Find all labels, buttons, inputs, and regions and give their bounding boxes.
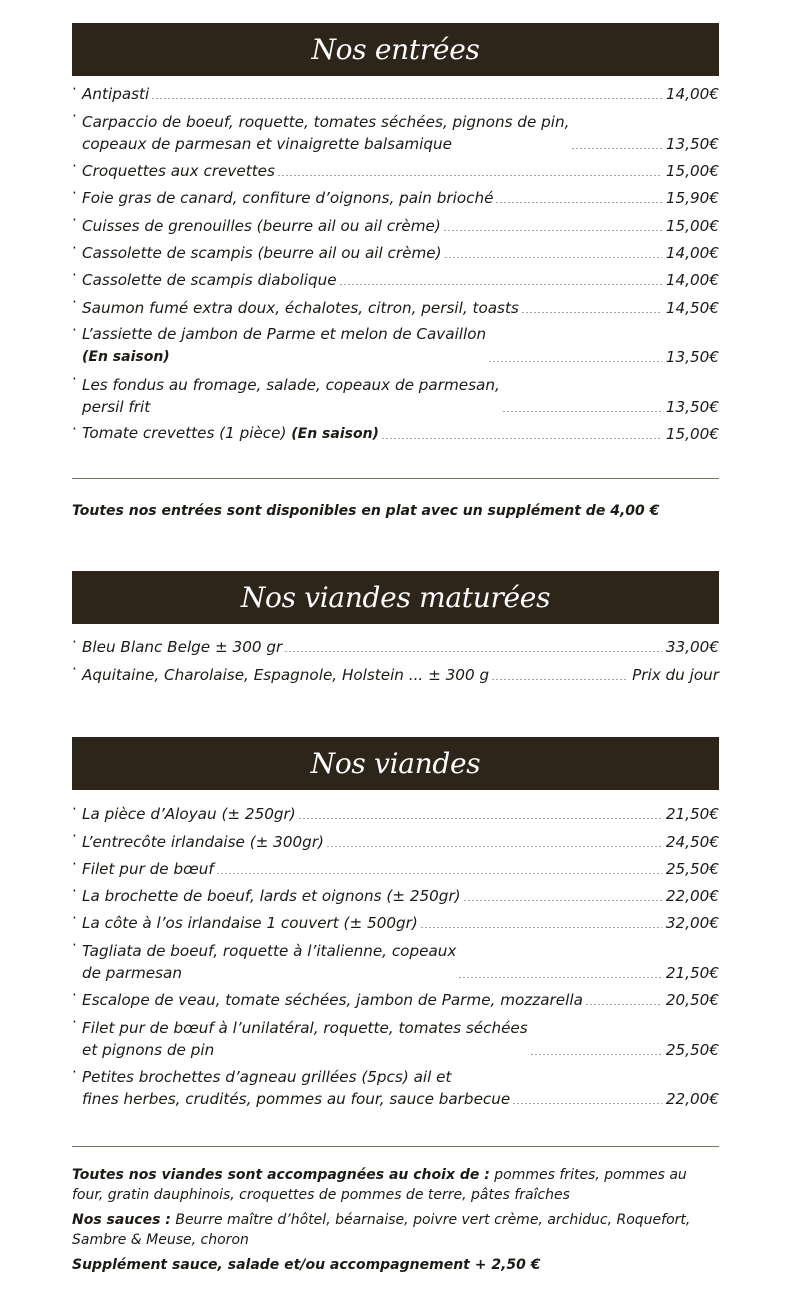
bullet-icon: · [72, 800, 77, 818]
item-price: 25,50€ [665, 1040, 719, 1059]
season-tag: (En saison) [291, 425, 379, 442]
bullet-icon: · [72, 1062, 77, 1081]
item-price: 13,50€ [665, 348, 719, 367]
item-price: 15,00€ [665, 424, 719, 443]
item-name [82, 664, 489, 686]
item-name-text: copeaux de parmesan et vinaigrette balsamique [82, 134, 452, 153]
item-price: 21,50€ [665, 963, 719, 982]
item-name-text: Cuisses de grenouilles (beurre ail ou ail crème) [82, 216, 441, 235]
viandes-maturees-banner [72, 571, 719, 624]
season-tag: (En saison) [82, 349, 170, 366]
item-name-text: Saumon fumé extra doux, échalotes, citron, persil, toasts [82, 298, 519, 317]
item-price: 22,00€ [665, 1090, 719, 1109]
entrees-divider [72, 478, 719, 479]
item-price: Prix du jour [632, 665, 719, 684]
item-price: 13,50€ [665, 134, 719, 153]
dot-leader [443, 230, 662, 231]
item-name-text: Foie gras de canard, confiture d’oignons, pain brioché [82, 189, 494, 208]
menu-item [72, 853, 719, 880]
menu-item [72, 418, 719, 445]
item-name [82, 1066, 510, 1110]
item-name-text: La pièce d’Aloyau (± 250gr) [82, 805, 296, 824]
menu-item [72, 1011, 719, 1061]
dot-leader [491, 679, 628, 680]
menu-item [72, 291, 719, 318]
item-price: 32,00€ [665, 914, 719, 933]
menu-item [72, 209, 719, 236]
item-name-text: Bleu Blanc Belge ± 300 gr [82, 638, 283, 657]
sauces-note [72, 1210, 719, 1250]
item-name [82, 374, 500, 418]
item-name-text: de parmesan [82, 963, 182, 982]
menu-item [72, 264, 719, 291]
menu-item [72, 319, 719, 369]
dot-leader [488, 361, 662, 362]
bullet-icon: · [72, 1013, 77, 1032]
item-name-text: Croquettes aux crevettes [82, 162, 275, 181]
viandes-banner [72, 737, 719, 790]
entrees-title: Nos entrées [311, 33, 480, 66]
item-name [82, 831, 324, 853]
bullet-icon: · [72, 184, 77, 203]
item-price: 25,50€ [665, 859, 719, 878]
menu-item [72, 658, 719, 685]
item-name-line1: Tagliata de boeuf, roquette à l’italienne, copeaux [82, 941, 457, 960]
menu-item [72, 155, 719, 182]
dot-leader [585, 1004, 662, 1005]
menu-item [72, 78, 719, 105]
dot-leader [151, 98, 662, 99]
item-name-line1: Filet pur de bœuf à l’unilatéral, roquette, tomates séchées [82, 1018, 528, 1037]
bullet-icon: · [72, 936, 77, 955]
item-name-text: et pignons de pin [82, 1040, 215, 1059]
item-name [82, 422, 379, 445]
item-name [82, 858, 214, 880]
entrees-list [72, 78, 719, 445]
dot-leader [502, 411, 662, 412]
bullet-icon: · [72, 827, 77, 846]
dot-leader [284, 651, 662, 652]
item-name-text: La brochette de boeuf, lards et oignons (± 250gr) [82, 887, 461, 906]
menu-item [72, 105, 719, 155]
item-name-text: L’entrecôte irlandaise (± 300gr) [82, 832, 324, 851]
menu-item [72, 934, 719, 984]
dot-leader [512, 1103, 662, 1104]
item-name-text: Tomate crevettes (1 pièce) [82, 423, 292, 442]
item-name-text: Escalope de veau, tomate séchées, jambon de Parme, mozzarella [82, 991, 583, 1010]
menu-item [72, 798, 719, 825]
item-price: 13,50€ [665, 397, 719, 416]
item-price: 21,50€ [665, 805, 719, 824]
accompaniments-note [72, 1165, 719, 1205]
viandes-divider [72, 1146, 719, 1147]
bullet-icon: · [72, 293, 77, 312]
bullet-icon: · [72, 854, 77, 873]
item-name [82, 912, 418, 934]
item-name-line1: Les fondus au fromage, salade, copeaux de parmesan, [82, 375, 500, 394]
item-name [82, 160, 275, 182]
item-name [82, 215, 441, 237]
item-name [82, 187, 493, 209]
item-price: 15,90€ [665, 189, 719, 208]
item-name-text: Filet pur de bœuf [82, 859, 214, 878]
viandes-title: Nos viandes [310, 747, 481, 780]
viandes-list [72, 798, 719, 1110]
item-name [82, 1017, 528, 1061]
bullet-icon: · [72, 238, 77, 257]
item-name [82, 297, 519, 319]
dot-leader [521, 312, 662, 313]
viandes-maturees-title: Nos viandes maturées [240, 581, 551, 614]
entrees-banner [72, 23, 719, 76]
item-name-line1: Petites brochettes d’agneau grillées (5pcs) ail et [82, 1068, 452, 1087]
bullet-icon: · [72, 156, 77, 175]
bullet-icon: · [72, 107, 77, 126]
dot-leader [339, 284, 662, 285]
item-price: 14,00€ [665, 271, 719, 290]
item-price: 24,50€ [665, 832, 719, 851]
bullet-icon: · [72, 660, 77, 679]
dot-leader [216, 873, 662, 874]
item-name-text: La côte à l’os irlandaise 1 couvert (± 500gr) [82, 914, 418, 933]
dot-leader [495, 202, 661, 203]
sauces-label: Nos sauces : [72, 1212, 171, 1228]
menu-item [72, 237, 719, 264]
dot-leader [277, 175, 662, 176]
dot-leader [326, 846, 662, 847]
bullet-icon: · [72, 985, 77, 1004]
bullet-icon: · [72, 419, 77, 438]
bullet-icon: · [72, 320, 77, 339]
bullet-icon: · [72, 80, 77, 98]
supplement-note: Supplément sauce, salade et/ou accompagnement + 2,50 € [72, 1257, 541, 1273]
item-name-text: fines herbes, crudités, pommes au four, sauce barbecue [82, 1090, 511, 1109]
menu-item [72, 907, 719, 934]
item-name-text: Antipasti [82, 85, 150, 104]
bullet-icon: · [72, 881, 77, 900]
item-name [82, 885, 461, 907]
item-name [82, 636, 282, 658]
menu-item [72, 984, 719, 1011]
item-price: 14,00€ [665, 85, 719, 104]
item-name [82, 269, 337, 291]
item-name [82, 940, 456, 984]
dot-leader [571, 148, 661, 149]
item-price: 15,00€ [665, 216, 719, 235]
menu-item [72, 880, 719, 907]
item-price: 22,00€ [665, 887, 719, 906]
dot-leader [444, 257, 662, 258]
bullet-icon: · [72, 909, 77, 928]
item-price: 15,00€ [665, 162, 719, 181]
dot-leader [458, 977, 661, 978]
bullet-icon: · [72, 370, 77, 389]
item-name-text: persil frit [82, 397, 151, 416]
viandes-maturees-list [72, 631, 719, 686]
item-name-text: Cassolette de scampis diabolique [82, 271, 337, 290]
menu-item [72, 368, 719, 418]
item-name [82, 111, 569, 155]
item-name-text: Aquitaine, Charolaise, Espagnole, Holstein ... ± 300 g [82, 665, 490, 684]
item-name [82, 83, 149, 105]
sauces-text: Beurre maître d’hôtel, béarnaise, poivre vert crème, archiduc, Roquefort, Sambre & Meuse, choron [72, 1212, 691, 1248]
bullet-icon: · [72, 633, 77, 651]
accompaniments-label: Toutes nos viandes sont accompagnées au choix de : [72, 1167, 490, 1183]
item-price: 20,50€ [665, 991, 719, 1010]
menu-item [72, 182, 719, 209]
item-name [82, 323, 486, 368]
entrees-note: Toutes nos entrées sont disponibles en plat avec un supplément de 4,00 € [72, 503, 660, 519]
dot-leader [530, 1054, 662, 1055]
dot-leader [463, 900, 662, 901]
item-price: 33,00€ [665, 638, 719, 657]
item-name-text: Cassolette de scampis (beurre ail ou ail crème) [82, 243, 442, 262]
dot-leader [298, 818, 662, 819]
bullet-icon: · [72, 265, 77, 284]
item-price: 14,50€ [665, 298, 719, 317]
accompaniments-text: pommes frites, pommes au four, gratin dauphinois, croquettes de pommes de terre, pâtes fraîches [72, 1167, 687, 1203]
menu-item [72, 631, 719, 658]
dot-leader [381, 438, 662, 439]
menu-item [72, 825, 719, 852]
dot-leader [420, 927, 662, 928]
item-name [82, 803, 296, 825]
item-price: 14,00€ [665, 243, 719, 262]
item-name [82, 989, 583, 1011]
menu-item [72, 1061, 719, 1111]
item-name [82, 242, 442, 264]
item-name-line1: Carpaccio de boeuf, roquette, tomates séchées, pignons de pin, [82, 112, 570, 131]
bullet-icon: · [72, 211, 77, 230]
item-name-line1: L’assiette de jambon de Parme et melon de Cavaillon [82, 325, 487, 344]
